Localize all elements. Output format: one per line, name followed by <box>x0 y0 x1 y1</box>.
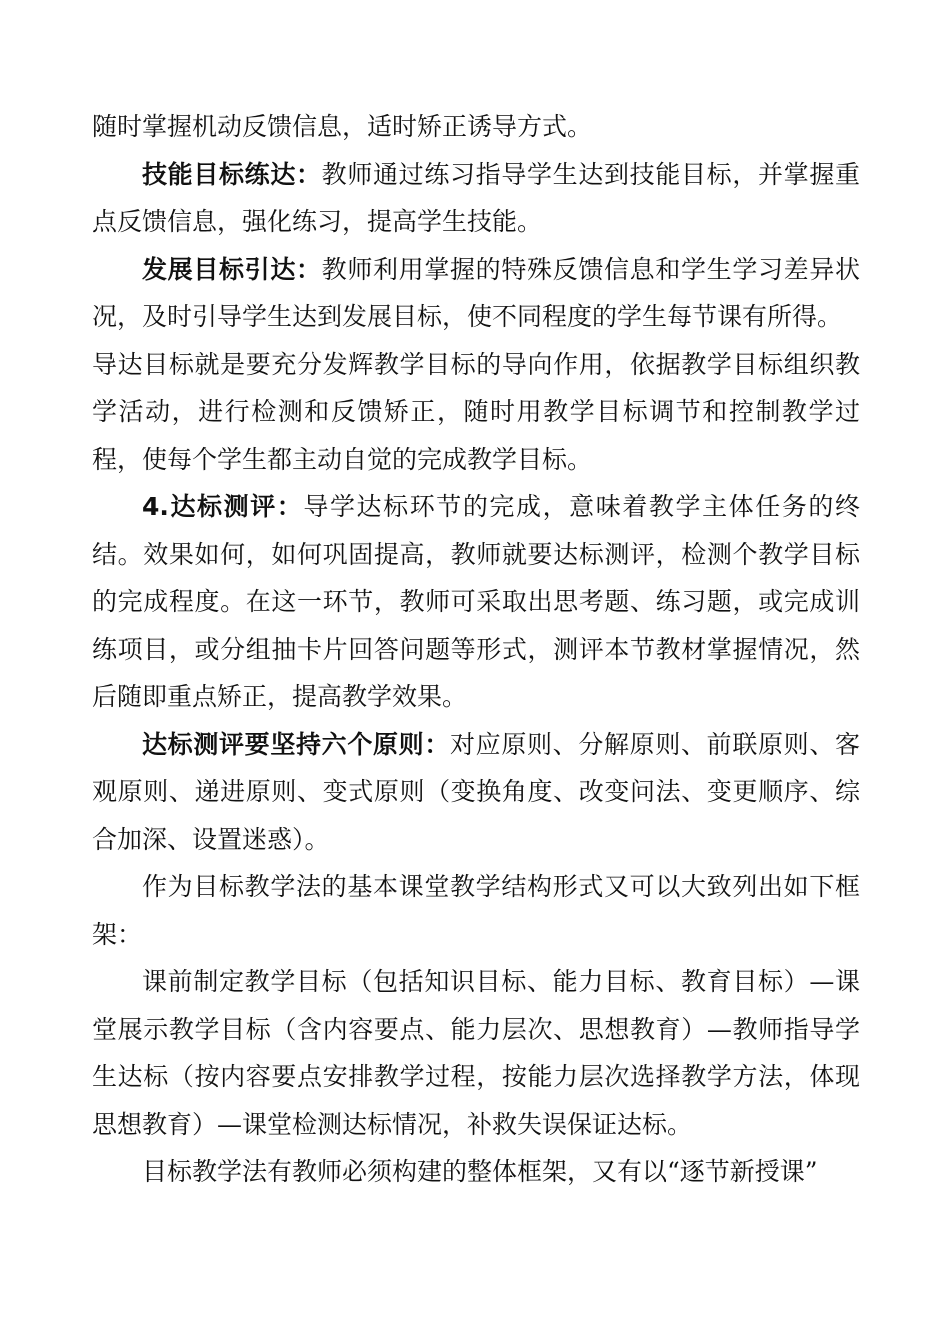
paragraph-guide-goal <box>92 341 860 484</box>
paragraph-text: 教师通过练习指导学生达到技能目标，并掌握重点反馈信息，强化练习，提高学生技能。 <box>92 159 860 236</box>
paragraph-continuation <box>92 103 860 151</box>
paragraph-assessment <box>92 483 860 721</box>
paragraph-closing <box>92 1148 860 1196</box>
paragraph-text: 导达目标就是要充分发辉教学目标的导向作用，依据教学目标组织教学活动，进行检测和反馈矫正，随时用教学目标调节和控制教学过程，使每个学生都主动自觉的完成教学目标。 <box>92 349 860 474</box>
document-page <box>92 103 860 1196</box>
paragraph-text: 作为目标教学法的基本课堂教学结构形式又可以大致列出如下框架： <box>92 872 860 949</box>
paragraph-lead: 达标测评要坚持六个原则： <box>142 729 450 759</box>
paragraph-framework-intro <box>92 863 860 958</box>
paragraph-framework-steps <box>92 958 860 1148</box>
paragraph-lead: 技能目标练达： <box>142 159 322 189</box>
paragraph-text: 课前制定教学目标（包括知识目标、能力目标、教育目标）—课堂展示教学目标（含内容要点、能力层次、思想教育）—教师指导学生达标（按内容要点安排教学过程，按能力层次选择教学方法，体现思想教育）—课堂检测达标情况，补救失误保证达标。 <box>92 967 860 1139</box>
paragraph-text: 对应原则、分解原则、前联原则、客观原则、递进原则、变式原则（变换角度、改变问法、变更顺序、综合加深、设置迷惑）。 <box>92 729 860 854</box>
paragraph-text: 教师利用掌握的特殊反馈信息和学生学习差异状况，及时引导学生达到发展目标，使不同程度的学生每节课有所得。 <box>92 254 860 331</box>
paragraph-six-principles <box>92 721 860 864</box>
paragraph-skill-goal <box>92 151 860 246</box>
paragraph-text: 目标教学法有教师必须构建的整体框架，又有以“逐节新授课” <box>142 1157 818 1186</box>
paragraph-lead: 发展目标引达： <box>142 254 322 284</box>
paragraph-lead: 4.达标测评： <box>142 492 304 521</box>
paragraph-text: 随时掌握机动反馈信息，适时矫正诱导方式。 <box>92 112 593 141</box>
paragraph-text: 导学达标环节的完成，意味着教学主体任务的终结。效果如何，如何巩固提高，教师就要达标测评，检测个教学目标的完成程度。在这一环节，教师可采取出思考题、练习题，或完成训练项目，或分组抽卡片回答问题等形式，测评本节教材掌握情况，然后随即重点矫正，提高教学效果。 <box>92 492 860 711</box>
paragraph-development-goal <box>92 246 860 341</box>
